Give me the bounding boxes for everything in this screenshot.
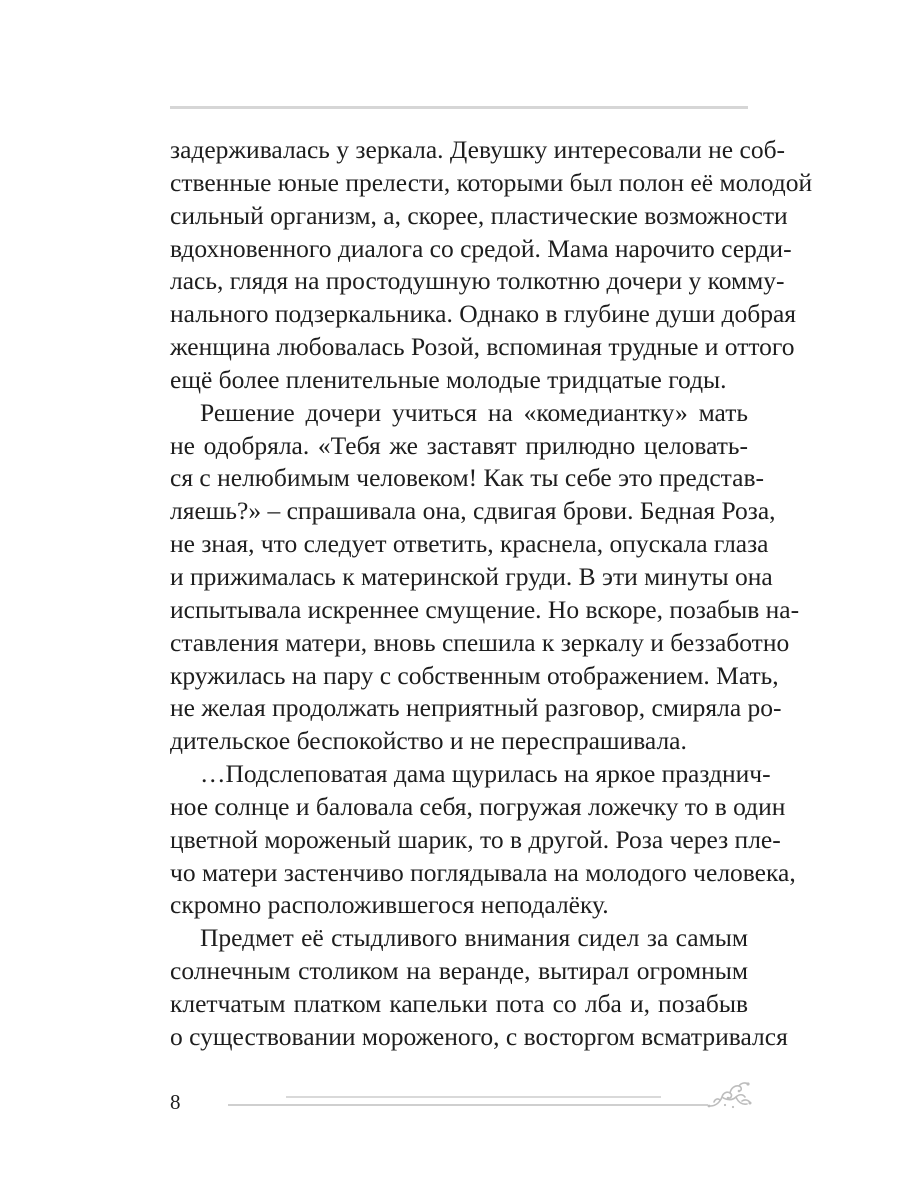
- text-line: сильный организм, а, скорее, пластические возможности: [170, 200, 788, 230]
- text-line: не одобряла. «Тебя же заставят прилюдно целовать-: [170, 430, 748, 460]
- paragraph-first-line: Предмет её стыдливого внимания сидел за самым: [200, 923, 748, 953]
- text-line: испытывала искреннее смущение. Но вскоре, позабыв на-: [170, 594, 800, 624]
- text-line: клетчатым платком капельки пота со лба и, позабыв: [170, 988, 748, 1018]
- footer-rule-inner: [286, 1096, 661, 1098]
- text-line: кружилась на пару с собственным отображением. Мать,: [170, 660, 779, 690]
- header-rule: [170, 106, 748, 109]
- text-line: о существовании мороженого, с восторгом всматривался: [170, 1021, 788, 1051]
- footer-rule: [228, 1104, 708, 1106]
- text-line: чо матери застенчиво поглядывала на молодого человека,: [170, 857, 796, 887]
- text-line: ещё более пленительные молодые тридцатые годы.: [170, 364, 727, 394]
- paragraph-first-line: …Подслеповатая дама щурилась на яркое празднич-: [200, 759, 771, 789]
- text-line: не желая продолжать неприятный разговор, смиряла ро-: [170, 693, 782, 723]
- text-line: ное солнце и баловала себя, погружая ложечку то в один: [170, 791, 786, 821]
- body-text: [170, 134, 813, 1054]
- floral-ornament-icon: [706, 1080, 752, 1112]
- text-line: ственные юные прелести, которыми был полон её молодой: [170, 167, 813, 197]
- text-line: ставления матери, вновь спешила к зеркалу и беззаботно: [170, 627, 790, 657]
- text-line: и прижималась к материнской груди. В эти минуты она: [170, 561, 773, 591]
- paragraph-first-line: Решение дочери учиться на «комедиантку» мать: [200, 397, 748, 427]
- text-line: вдохновенного диалога со средой. Мама нарочито серди-: [170, 233, 792, 263]
- text-line: не зная, что следует ответить, краснела, опускала глаза: [170, 529, 769, 559]
- text-line: дительское беспокойство и не переспрашивала.: [170, 726, 687, 756]
- text-line: скромно расположившегося неподалёку.: [170, 890, 609, 920]
- page-number: 8: [170, 1090, 181, 1114]
- text-line: цветной мороженый шарик, то в другой. Роза через пле-: [170, 824, 781, 854]
- text-line: задерживалась у зеркала. Девушку интересовали не соб-: [170, 135, 786, 164]
- text-line: нального подзеркальника. Однако в глубине души добрая: [170, 299, 797, 329]
- text-line: солнечным столиком на веранде, вытирал огромным: [170, 956, 748, 986]
- text-line: лась, глядя на простодушную толкотню дочери у комму-: [170, 266, 785, 296]
- text-line: ся с нелюбимым человеком! Как ты себе это представ-: [170, 463, 764, 493]
- text-line: ляешь?» – спрашивала она, сдвигая брови. Бедная Роза,: [170, 496, 776, 526]
- text-line: женщина любовалась Розой, вспоминая трудные и оттого: [170, 332, 795, 362]
